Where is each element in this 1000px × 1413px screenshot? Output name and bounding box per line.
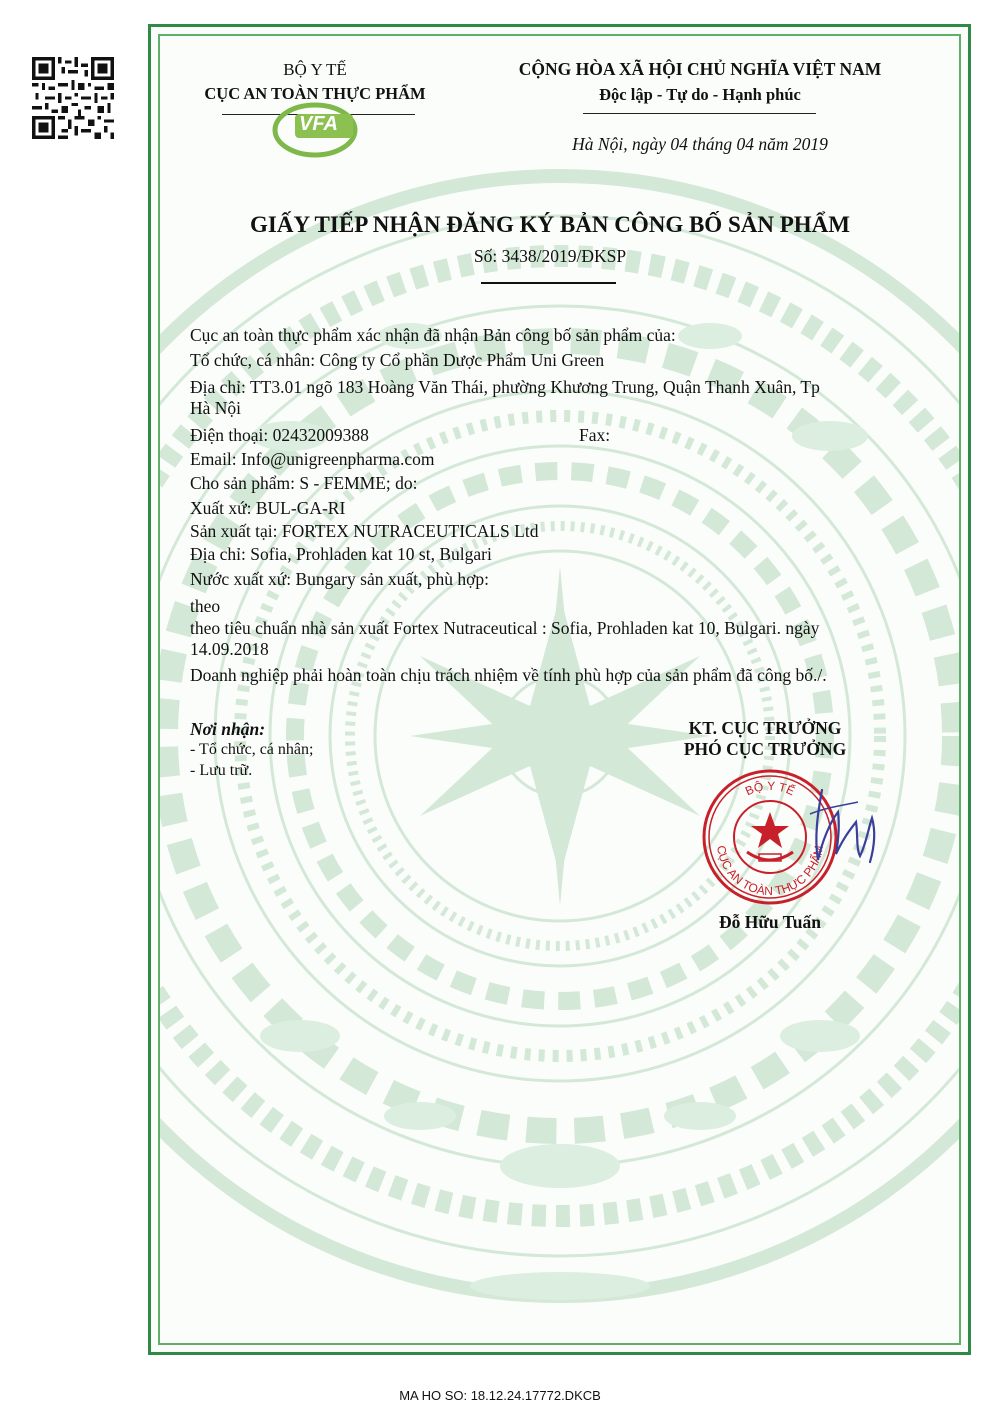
recipients-heading: Nơi nhận:: [190, 719, 266, 739]
standard-line: theo tiêu chuẩn nhà sản xuất Fortex Nutraceutical : Sofia, Prohladen kat 10, Bulgari. ngày: [190, 618, 820, 638]
dossier-code: MA HO SO: 18.12.24.17772.DKCB: [399, 1388, 601, 1403]
manufacturer-address-line: Địa chỉ: Sofia, Prohladen kat 10 st, Bulgari: [190, 544, 492, 564]
product-line: Cho sản phẩm: S - FEMME; do:: [190, 473, 418, 493]
national-motto: Độc lập - Tự do - Hạnh phúc: [599, 85, 801, 104]
manufacturer-line: Sản xuất tại: FORTEX NUTRACEUTICALS Ltd: [190, 521, 539, 541]
seal-top-text: BỘ Y TẾ: [743, 778, 797, 799]
title-underline: [481, 282, 616, 284]
document-title: GIẤY TIẾP NHẬN ĐĂNG KÝ BẢN CÔNG BỐ SẢN PHẨM: [250, 212, 850, 237]
country-origin-line: Nước xuất xứ: Bungary sản xuất, phù hợp:: [190, 569, 489, 589]
country-name: CỘNG HÒA XÃ HỘI CHỦ NGHĨA VIỆT NAM: [518, 59, 882, 79]
place-date: Hà Nội, ngày 04 tháng 04 năm 2019: [572, 134, 828, 154]
handwritten-signature: [800, 782, 895, 872]
motto-underline: [583, 113, 816, 114]
seal-bottom-text: CỤC AN TOÀN THỰC PHẨM: [714, 844, 827, 899]
vfa-logo-text: VFA: [299, 113, 338, 135]
standard-date-line: 14.09.2018: [190, 639, 269, 659]
recipient-item: - Lưu trữ.: [190, 762, 253, 779]
agency-name: CỤC AN TOÀN THỰC PHẨM: [204, 84, 426, 103]
intro-line: Cục an toàn thực phẩm xác nhận đã nhận Bản công bố sản phẩm của:: [190, 325, 676, 345]
phone-line: Điện thoại: 02432009388: [190, 425, 369, 445]
signer-name: Đỗ Hữu Tuấn: [719, 912, 821, 932]
recipient-item: - Tổ chức, cá nhân;: [190, 741, 314, 758]
address-line: Địa chỉ: TT3.01 ngõ 183 Hoàng Văn Thái, phường Khương Trung, Quận Thanh Xuân, Tp: [190, 377, 820, 397]
fax-line: Fax:: [579, 425, 611, 445]
responsibility-line: Doanh nghiệp phải hoàn toàn chịu trách nhiệm về tính phù hợp của sản phẩm đã công bố./.: [190, 665, 827, 685]
document-number: Số: 3438/2019/ĐKSP: [473, 246, 627, 266]
vfa-logo: [265, 100, 375, 158]
qr-code: [29, 57, 117, 139]
ministry-name: BỘ Y TẾ: [283, 60, 347, 79]
email-line: Email: Info@unigreenpharma.com: [190, 449, 435, 469]
theo-line: theo: [190, 596, 221, 616]
signer-title: KT. CỤC TRƯỞNG: [688, 718, 842, 738]
organization-line: Tổ chức, cá nhân: Công ty Cổ phần Dược Phẩm Uni Green: [190, 350, 605, 370]
address-line-continued: Hà Nội: [190, 398, 242, 418]
origin-line: Xuất xứ: BUL-GA-RI: [190, 498, 346, 518]
signer-position: PHÓ CỤC TRƯỞNG: [683, 739, 847, 759]
